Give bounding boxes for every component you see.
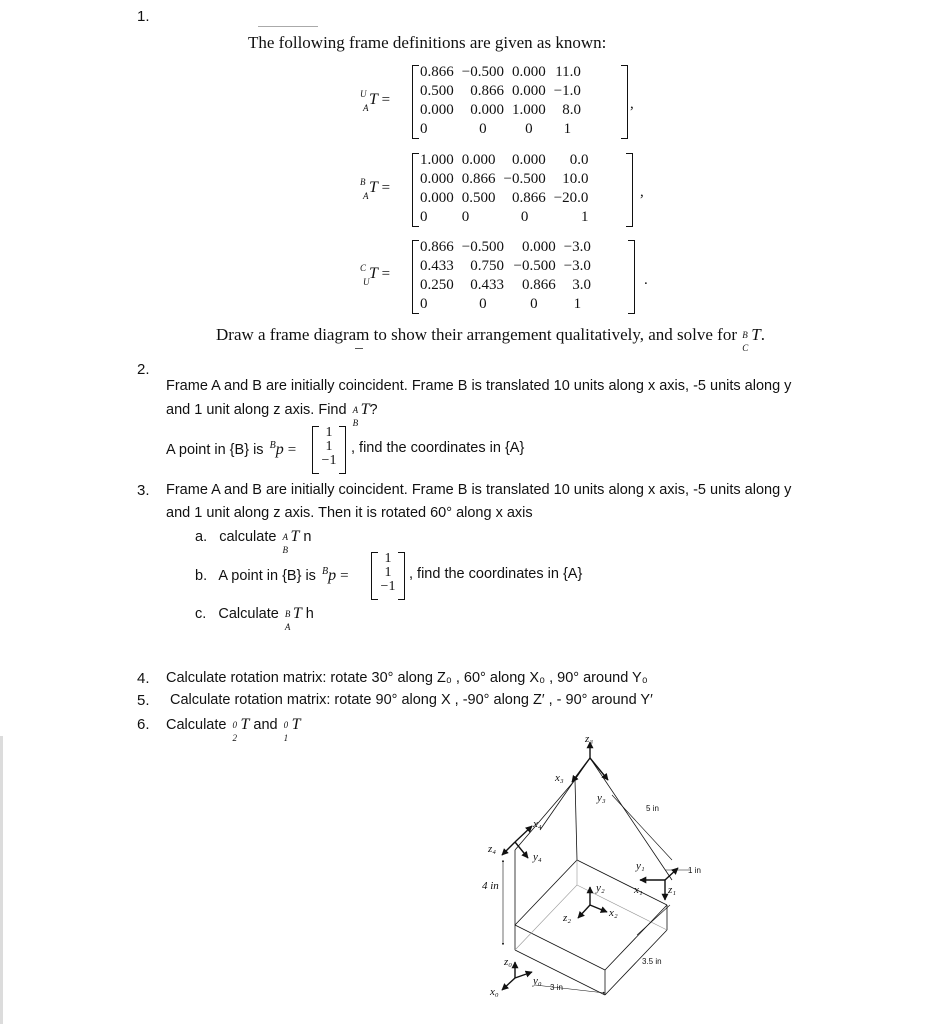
q6-number: 6.: [137, 716, 150, 733]
label-x1: x₁: [634, 884, 643, 896]
matrix-trail: .: [644, 272, 648, 288]
matrix-row: 0 0 0 1: [420, 209, 589, 225]
label-z0: z₀: [504, 956, 513, 968]
q3-line1: Frame A and B are initially coincident. Frame B is translated 10 units along x axis, -5 units along y: [166, 482, 792, 498]
scan-artifact: [355, 348, 363, 349]
label-y1: y₁: [636, 860, 645, 872]
matrix-trail: ,: [630, 96, 634, 112]
q1-intro: The following frame definitions are given as known:: [248, 33, 607, 52]
label-y2: y₂: [596, 882, 605, 894]
matrix-ua: [418, 63, 585, 139]
matrix-row: 1.000 0.000 0.000 0.0: [420, 152, 589, 168]
q1-task: Draw a frame diagram to show their arrangement qualitatively, and solve for B C T.: [216, 325, 765, 353]
frame-diagram: [470, 730, 730, 1020]
q2-line2: and 1 unit along z axis. Find A B T?: [166, 401, 378, 428]
label-x0: x₀: [490, 986, 499, 998]
matrix-cu: [418, 238, 595, 314]
q3-b: b. A point in {B} is $^B$p =: [195, 566, 349, 584]
dimension-lines: [503, 795, 690, 993]
matrix-trail: ,: [640, 184, 644, 200]
label-y4: y₄: [533, 851, 542, 863]
label-4in: 4 in: [482, 880, 499, 892]
matrix-row: 0.433 0.750 −0.500 −3.0: [420, 258, 591, 274]
q2-line1: Frame A and B are initially coincident. Frame B is translated 10 units along x axis, -5 units along y: [166, 378, 792, 394]
label-z4: z₄: [488, 843, 497, 855]
label-35in: 3.5 in: [642, 957, 662, 966]
q3-b-post: , find the coordinates in {A}: [409, 566, 583, 582]
q2-vector: 1 1 −1: [321, 425, 337, 468]
q4-text: Calculate rotation matrix: rotate 30° along Z₀ , 60° along X₀ , 90° around Y₀: [166, 670, 648, 686]
matrix-ba: [418, 151, 592, 227]
matrix-row: 0 0 0 1: [420, 296, 582, 312]
q3-number: 3.: [137, 482, 150, 499]
label-z3: z₃: [585, 733, 594, 745]
label-x2: x₂: [609, 907, 618, 919]
matrix-row: 0.500 0.866 0.000 −1.0: [420, 83, 581, 99]
scan-artifact: [258, 26, 318, 27]
q6-text: Calculate 0 2 T and 0 1 T: [166, 716, 301, 743]
q4-number: 4.: [137, 670, 150, 687]
matrix-row: 0.000 0.000 1.000 8.0: [420, 102, 581, 118]
q3-c: c. Calculate B A T h: [195, 605, 314, 632]
vector-bracket-right: [339, 426, 346, 474]
frame-4-axes: [502, 826, 532, 858]
label-z1: z₁: [668, 884, 677, 896]
matrix-bracket-right: [628, 240, 635, 314]
q5-text: Calculate rotation matrix: rotate 90° along X , -90° along Z′ , - 90° around Y′: [170, 692, 653, 708]
label-x4: x₄: [533, 818, 542, 830]
label-y0: y₀: [533, 975, 542, 987]
page-edge: [0, 736, 3, 1024]
matrix-row: 0.250 0.433 0.866 3.0: [420, 277, 591, 293]
matrix-row: 0.000 0.500 0.866 −20.0: [420, 190, 589, 206]
matrix-row: 0.866 −0.500 0.000 −3.0: [420, 239, 591, 255]
matrix-bracket-right: [621, 65, 628, 139]
label-3in: 3 in: [550, 983, 563, 992]
vector-bracket-right: [398, 552, 405, 600]
label-x3: x₃: [555, 772, 564, 784]
q5-number: 5.: [137, 692, 150, 709]
label-1in: 1 in: [688, 866, 701, 875]
matrix-row: 0.866 −0.500 0.000 11.0: [420, 64, 581, 80]
matrix-label-ua: U A T =: [360, 89, 391, 113]
q2-number: 2.: [137, 361, 150, 378]
matrix-row: 0.000 0.866 −0.500 10.0: [420, 171, 589, 187]
label-z2: z₂: [563, 912, 572, 924]
matrix-bracket-right: [626, 153, 633, 227]
matrix-row: 0 0 0 1: [420, 121, 572, 137]
q3-line2: and 1 unit along z axis. Then it is rotated 60° along x axis: [166, 505, 533, 521]
matrix-label-cu: C U T =: [360, 263, 391, 287]
q3-a: a. calculate A B T n: [195, 528, 312, 555]
q1-number: 1.: [137, 8, 150, 25]
q2-point-post: , find the coordinates in {A}: [351, 440, 525, 456]
label-y3: y₃: [597, 792, 606, 804]
q2-point: A point in {B} is $^B$p =: [166, 440, 297, 458]
label-5in: 5 in: [646, 804, 659, 813]
q3-vector: 1 1 −1: [380, 551, 396, 594]
matrix-label-ba: B A T =: [360, 177, 391, 201]
